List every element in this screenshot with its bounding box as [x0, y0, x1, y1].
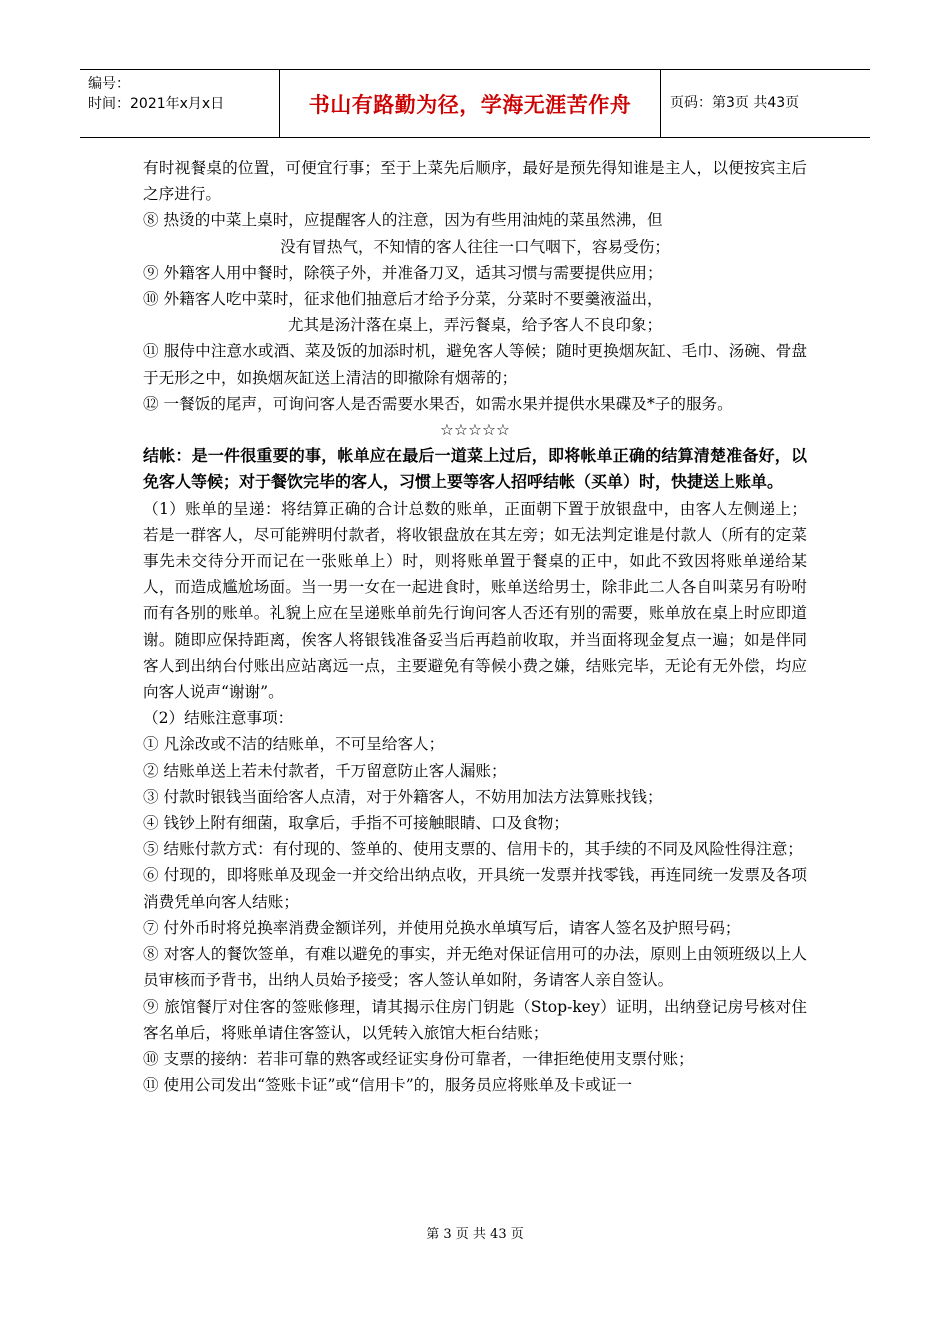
paragraph: ① 凡涂改或不洁的结账单，不可呈给客人； [143, 735, 445, 754]
paragraph: 有时视餐桌的位置，可便宜行事；至于上菜先后顺序，最好是预先得知谁是主人，以便按宾主后之序进行。 [143, 159, 807, 204]
paragraph: （1）账单的呈递：将结算正确的合计总数的账单，正面朝下置于放银盘中，由客人左侧递上；若是一群客人，尽可能辨明付款者，将收银盘放在其左旁；如无法判定谁是付款人（所有的定菜事先未交待分开而记在一张账单上）时，则将账单置于餐桌的正中，如此不致因将账单递给某人，而造成尴尬场面。当一男一女在一起进食时，账单送给男士，除非此二人各自叫菜另有吩咐而有各别的账单。礼貌上应在呈递账单前先行询问客人否还有别的需要，账单放在桌上时应即道谢。随即应保持距离，俟客人将银钱准备妥当后再趋前收取，并当面将现金复点一遍；如是伴同客人到出纳台付账出应站离远一点，主要避免有等候小费之嫌，结账完毕，无论有无外偿，均应向客人说声“谢谢”。 [143, 499, 807, 702]
paragraph: （2）结账注意事项： [143, 709, 294, 728]
paragraph: ⑧ 对客人的餐饮签单，有难以避免的事实，并无绝对保证信用可的办法，原则上由领班级以上人员审核而予背书，出纳人员始予接受；客人签认单如附，务请客人亲自签认。 [143, 945, 807, 990]
section-divider-stars: ☆☆☆☆☆ [440, 421, 510, 440]
paragraph: ⑤ 结账付款方式：有付现的、签单的、使用支票的、信用卡的，其手续的不同及风险性得注意； [143, 840, 803, 859]
header-motto-box [279, 70, 661, 137]
paragraph: ⑩ 外籍客人吃中菜时，征求他们抽意后才给予分菜，分菜时不要羹液溢出， [143, 290, 663, 309]
header-meta [88, 70, 278, 141]
page-footer: 第 3 页 共 43 页 [426, 1227, 524, 1242]
paragraph: ⑨ 旅馆餐厅对住客的签账修理，请其揭示住房门钥匙（Stop-key）证明，出纳登记房号核对住客名单后，将账单请住客签认，以凭转入旅馆大柜台结账； [143, 997, 807, 1042]
paragraph: ⑧ 热烫的中菜上桌时，应提醒客人的注意，因为有些用油炖的菜虽然沸，但 [143, 211, 663, 230]
header-motto: 书山有路勤为径，学海无涯苦作舟 [308, 93, 632, 117]
paragraph: ⑫ 一餐饭的尾声，可询问客人是否需要水果否，如需水果并提供水果碟及*子的服务。 [143, 394, 733, 413]
paragraph: ⑩ 支票的接纳：若非可靠的熟客或经证实身份可靠者，一律拒绝使用支票付账； [143, 1049, 694, 1068]
paragraph: ⑨ 外籍客人用中餐时，除筷子外，并准备刀叉，适其习惯与需要提供应用； [143, 263, 663, 282]
paragraph: ⑪ 服侍中注意水或酒、菜及饭的加添时机，避免客人等候；随时更换烟灰缸、毛巾、汤碗、骨盘于无形之中，如换烟灰缸送上清洁的即撤除有烟蒂的； [143, 342, 807, 387]
paragraph: 没有冒热气，不知情的客人往往一口气咽下，容易受伤； [280, 237, 670, 256]
paragraph: 尤其是汤汁落在桌上，弄污餐桌，给予客人不良印象； [287, 316, 663, 335]
date-label: 时间：2021年x月x日 [88, 96, 225, 112]
header-page-info: 页码：第3页 共43页 [670, 95, 800, 111]
paragraph: ⑦ 付外币时将兑换率消费金额详列，并使用兑换水单填写后，请客人签名及护照号码； [143, 918, 741, 937]
page-header [80, 69, 870, 138]
paragraph: ④ 钱钞上附有细菌，取拿后，手指不可接触眼睛、口及食物； [143, 814, 569, 833]
number-label: 编号： [88, 76, 130, 92]
document-body [143, 155, 807, 1098]
paragraph: ② 结账单送上若未付款者，千万留意防止客人漏账； [143, 761, 507, 780]
paragraph: ③ 付款时银钱当面给客人点清，对于外籍客人，不妨用加法方法算账找钱； [143, 787, 663, 806]
paragraph: ⑪ 使用公司发出“签账卡证”或“信用卡”的，服务员应将账单及卡或证一 [143, 1076, 633, 1095]
paragraph: ⑥ 付现的，即将账单及现金一并交给出纳点收，开具统一发票并找零钱，再连同统一发票及各项消费凭单向客人结账； [143, 866, 807, 911]
paragraph-bold: 结帐：是一件很重要的事，帐单应在最后一道菜上过后，即将帐单正确的结算清楚准备好，以免客人等候；对于餐饮完毕的客人，习惯上要等客人招呼结帐（买单）时，快捷送上账单。 [143, 446, 807, 492]
